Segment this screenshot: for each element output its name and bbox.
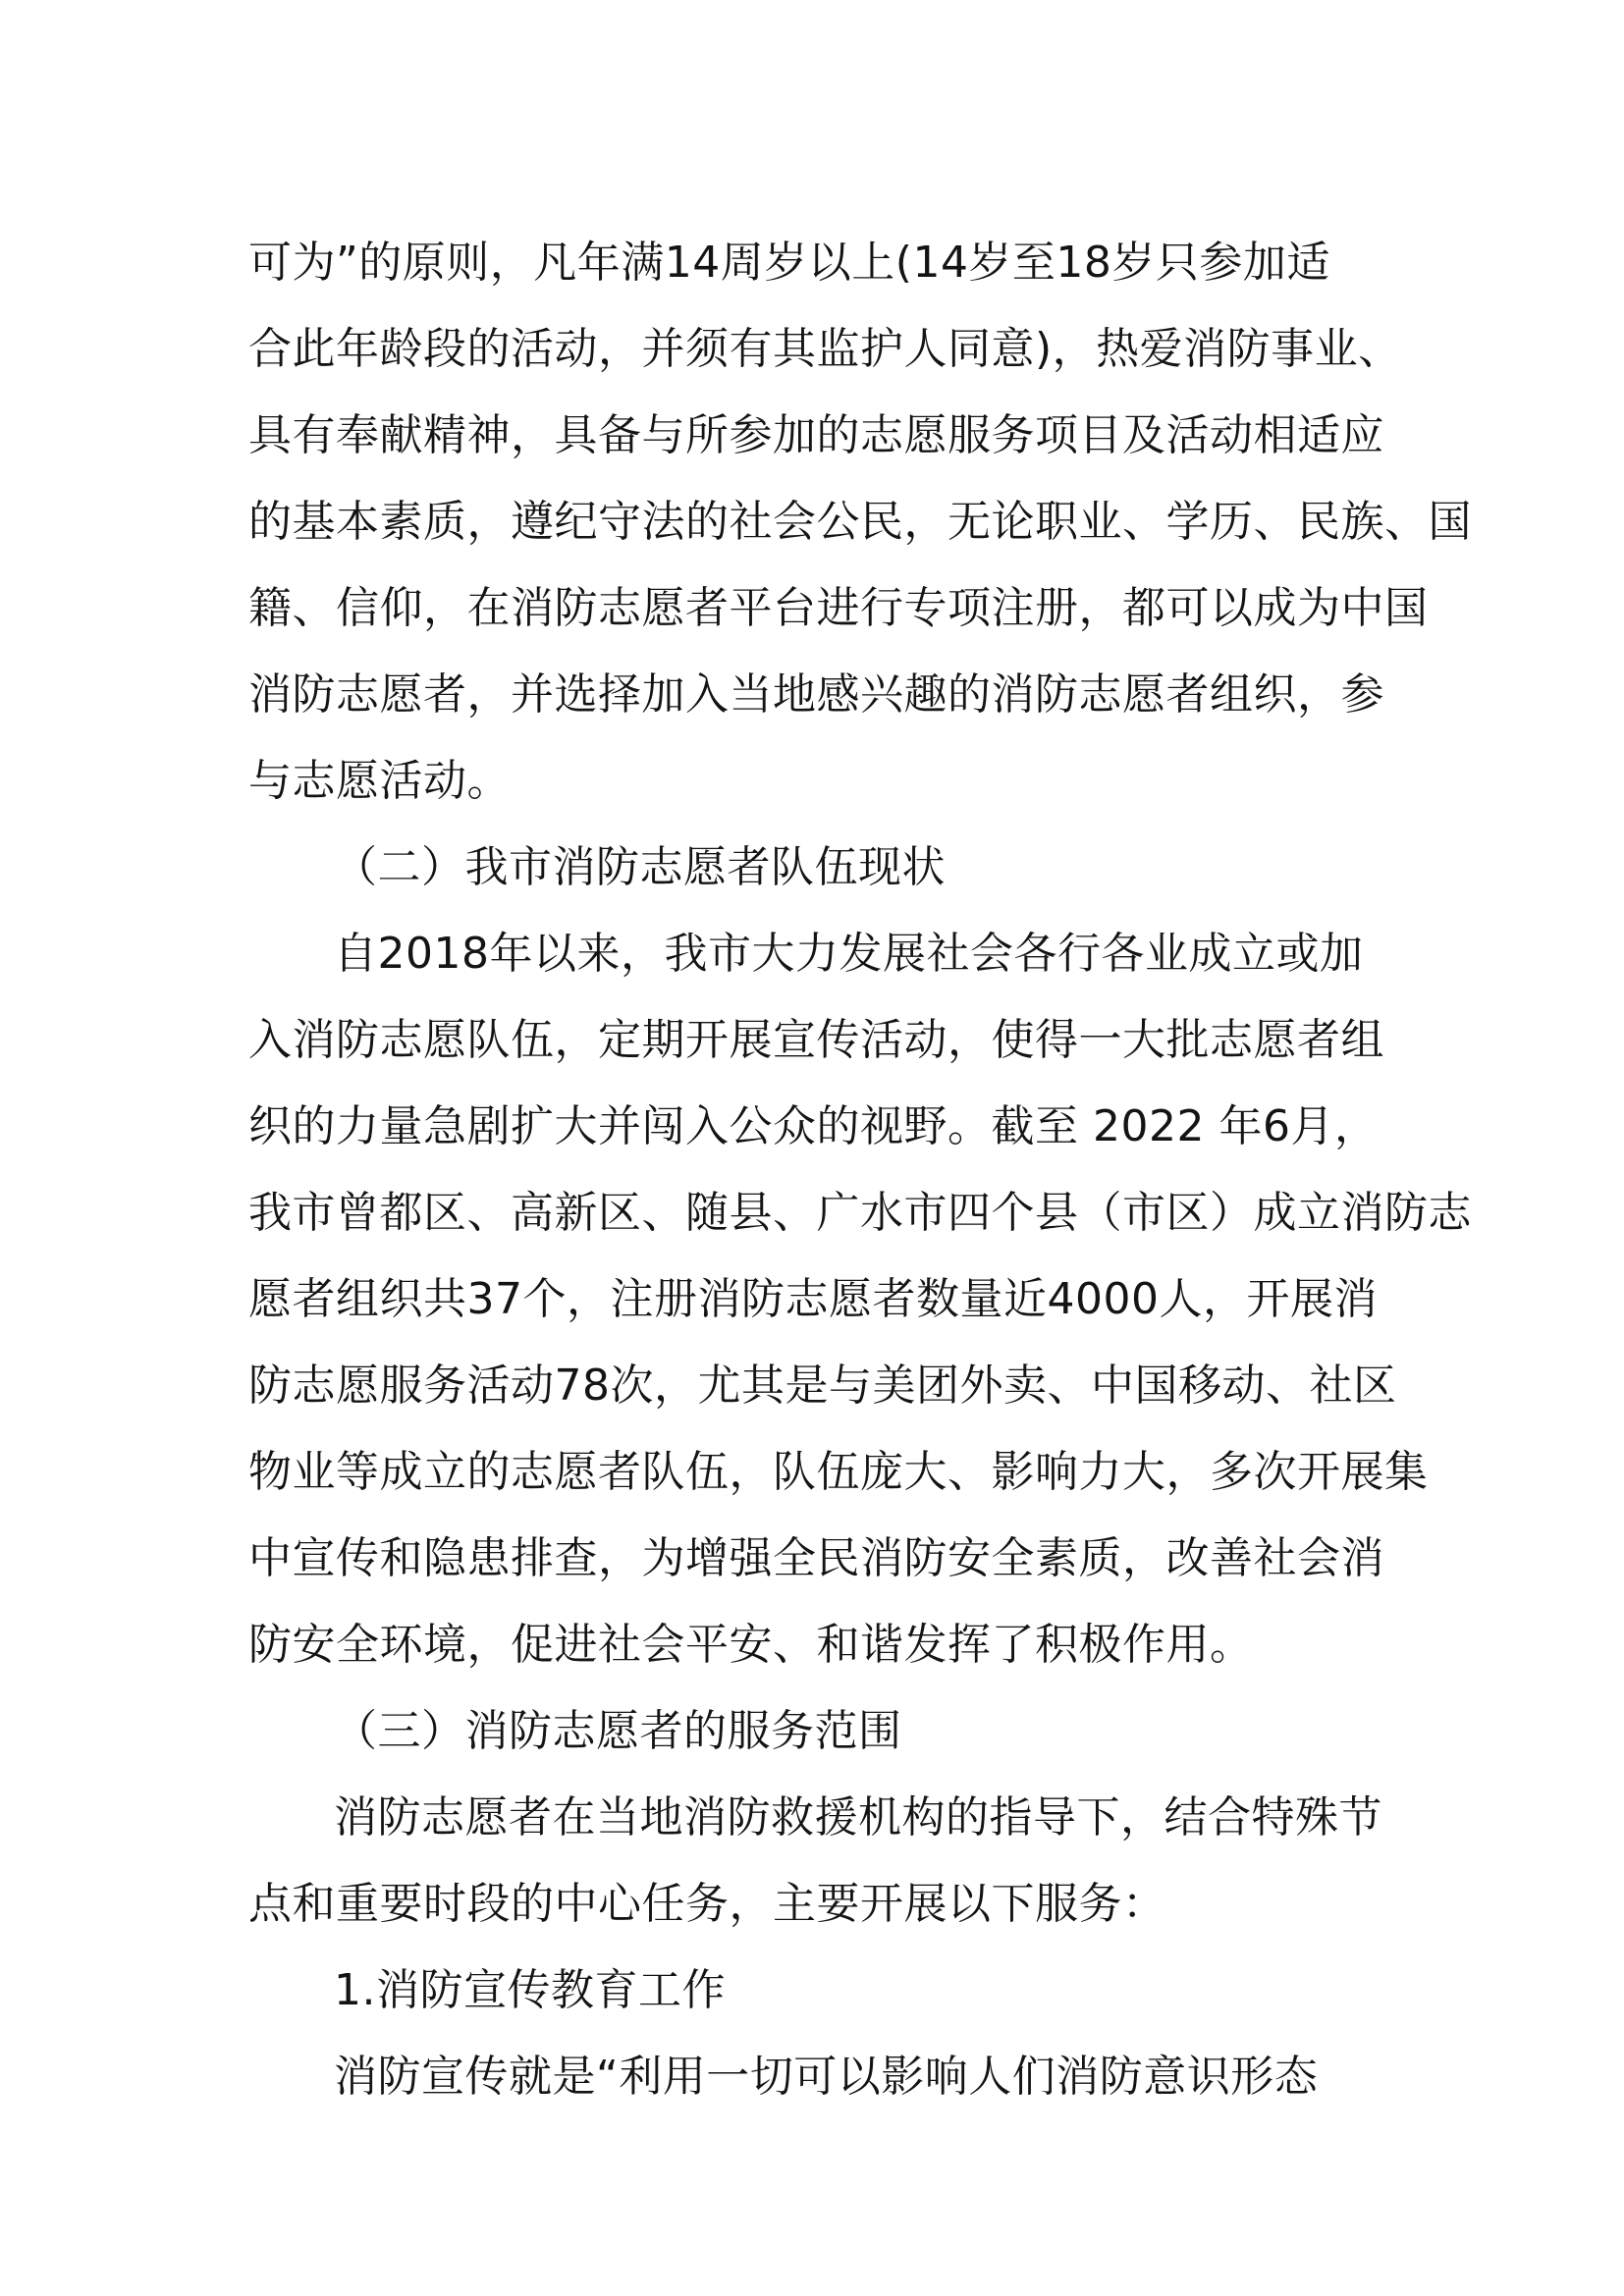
body-text-line: 入消防志愿队伍，定期开展宣传活动，使得一大批志愿者组 [248,1015,1384,1065]
body-text-line: 籍、信仰，在消防志愿者平台进行专项注册，都可以成为中国 [248,583,1429,633]
body-text-line: 具有奉献精神，具备与所参加的志愿服务项目及活动相适应 [248,410,1384,460]
body-text-line: 防志愿服务活动78次，尤其是与美团外卖、中国移动、社区 [248,1361,1397,1411]
section-heading: （三）消防志愿者的服务范围 [334,1706,902,1756]
body-text-line: 物业等成立的志愿者队伍，队伍庞大、影响力大，多次开展集 [248,1447,1429,1497]
body-text-line: 自2018年以来，我市大力发展社会各行各业成立或加 [334,929,1364,979]
body-text-line: 防安全环境，促进社会平安、和谐发挥了积极作用。 [248,1620,1254,1670]
body-text-line: 中宣传和隐患排查，为增强全民消防安全素质，改善社会消 [248,1533,1384,1583]
body-text-line: 愿者组织共37个，注册消防志愿者数量近4000人，开展消 [248,1274,1378,1324]
body-text-line: 的基本素质，遵纪守法的社会公民，无论职业、学历、民族、国 [248,497,1472,547]
body-text-line: 我市曾都区、高新区、随县、广水市四个县（市区）成立消防志 [248,1188,1472,1238]
body-text-line: 合此年龄段的活动，并须有其监护人同意)，热爱消防事业、 [248,324,1402,374]
body-text-line: 与志愿活动。 [248,756,511,806]
section-heading: （二）我市消防志愿者队伍现状 [334,842,946,892]
body-text-line: 点和重要时段的中心任务，主要开展以下服务： [248,1879,1166,1929]
body-text-line: 消防志愿者，并选择加入当地感兴趣的消防志愿者组织，参 [248,669,1384,720]
body-text-line: 织的力量急剧扩大并闯入公众的视野。截至 2022 年6月， [248,1101,1379,1151]
body-text-line: 可为”的原则，凡年满14周岁以上(14岁至18岁只参加适 [248,238,1330,288]
subsection-heading: 1.消防宣传教育工作 [334,1965,726,2015]
body-text-line: 消防宣传就是“利用一切可以影响人们消防意识形态 [334,2052,1319,2102]
body-text-line: 消防志愿者在当地消防救援机构的指导下，结合特殊节 [334,1792,1382,1842]
